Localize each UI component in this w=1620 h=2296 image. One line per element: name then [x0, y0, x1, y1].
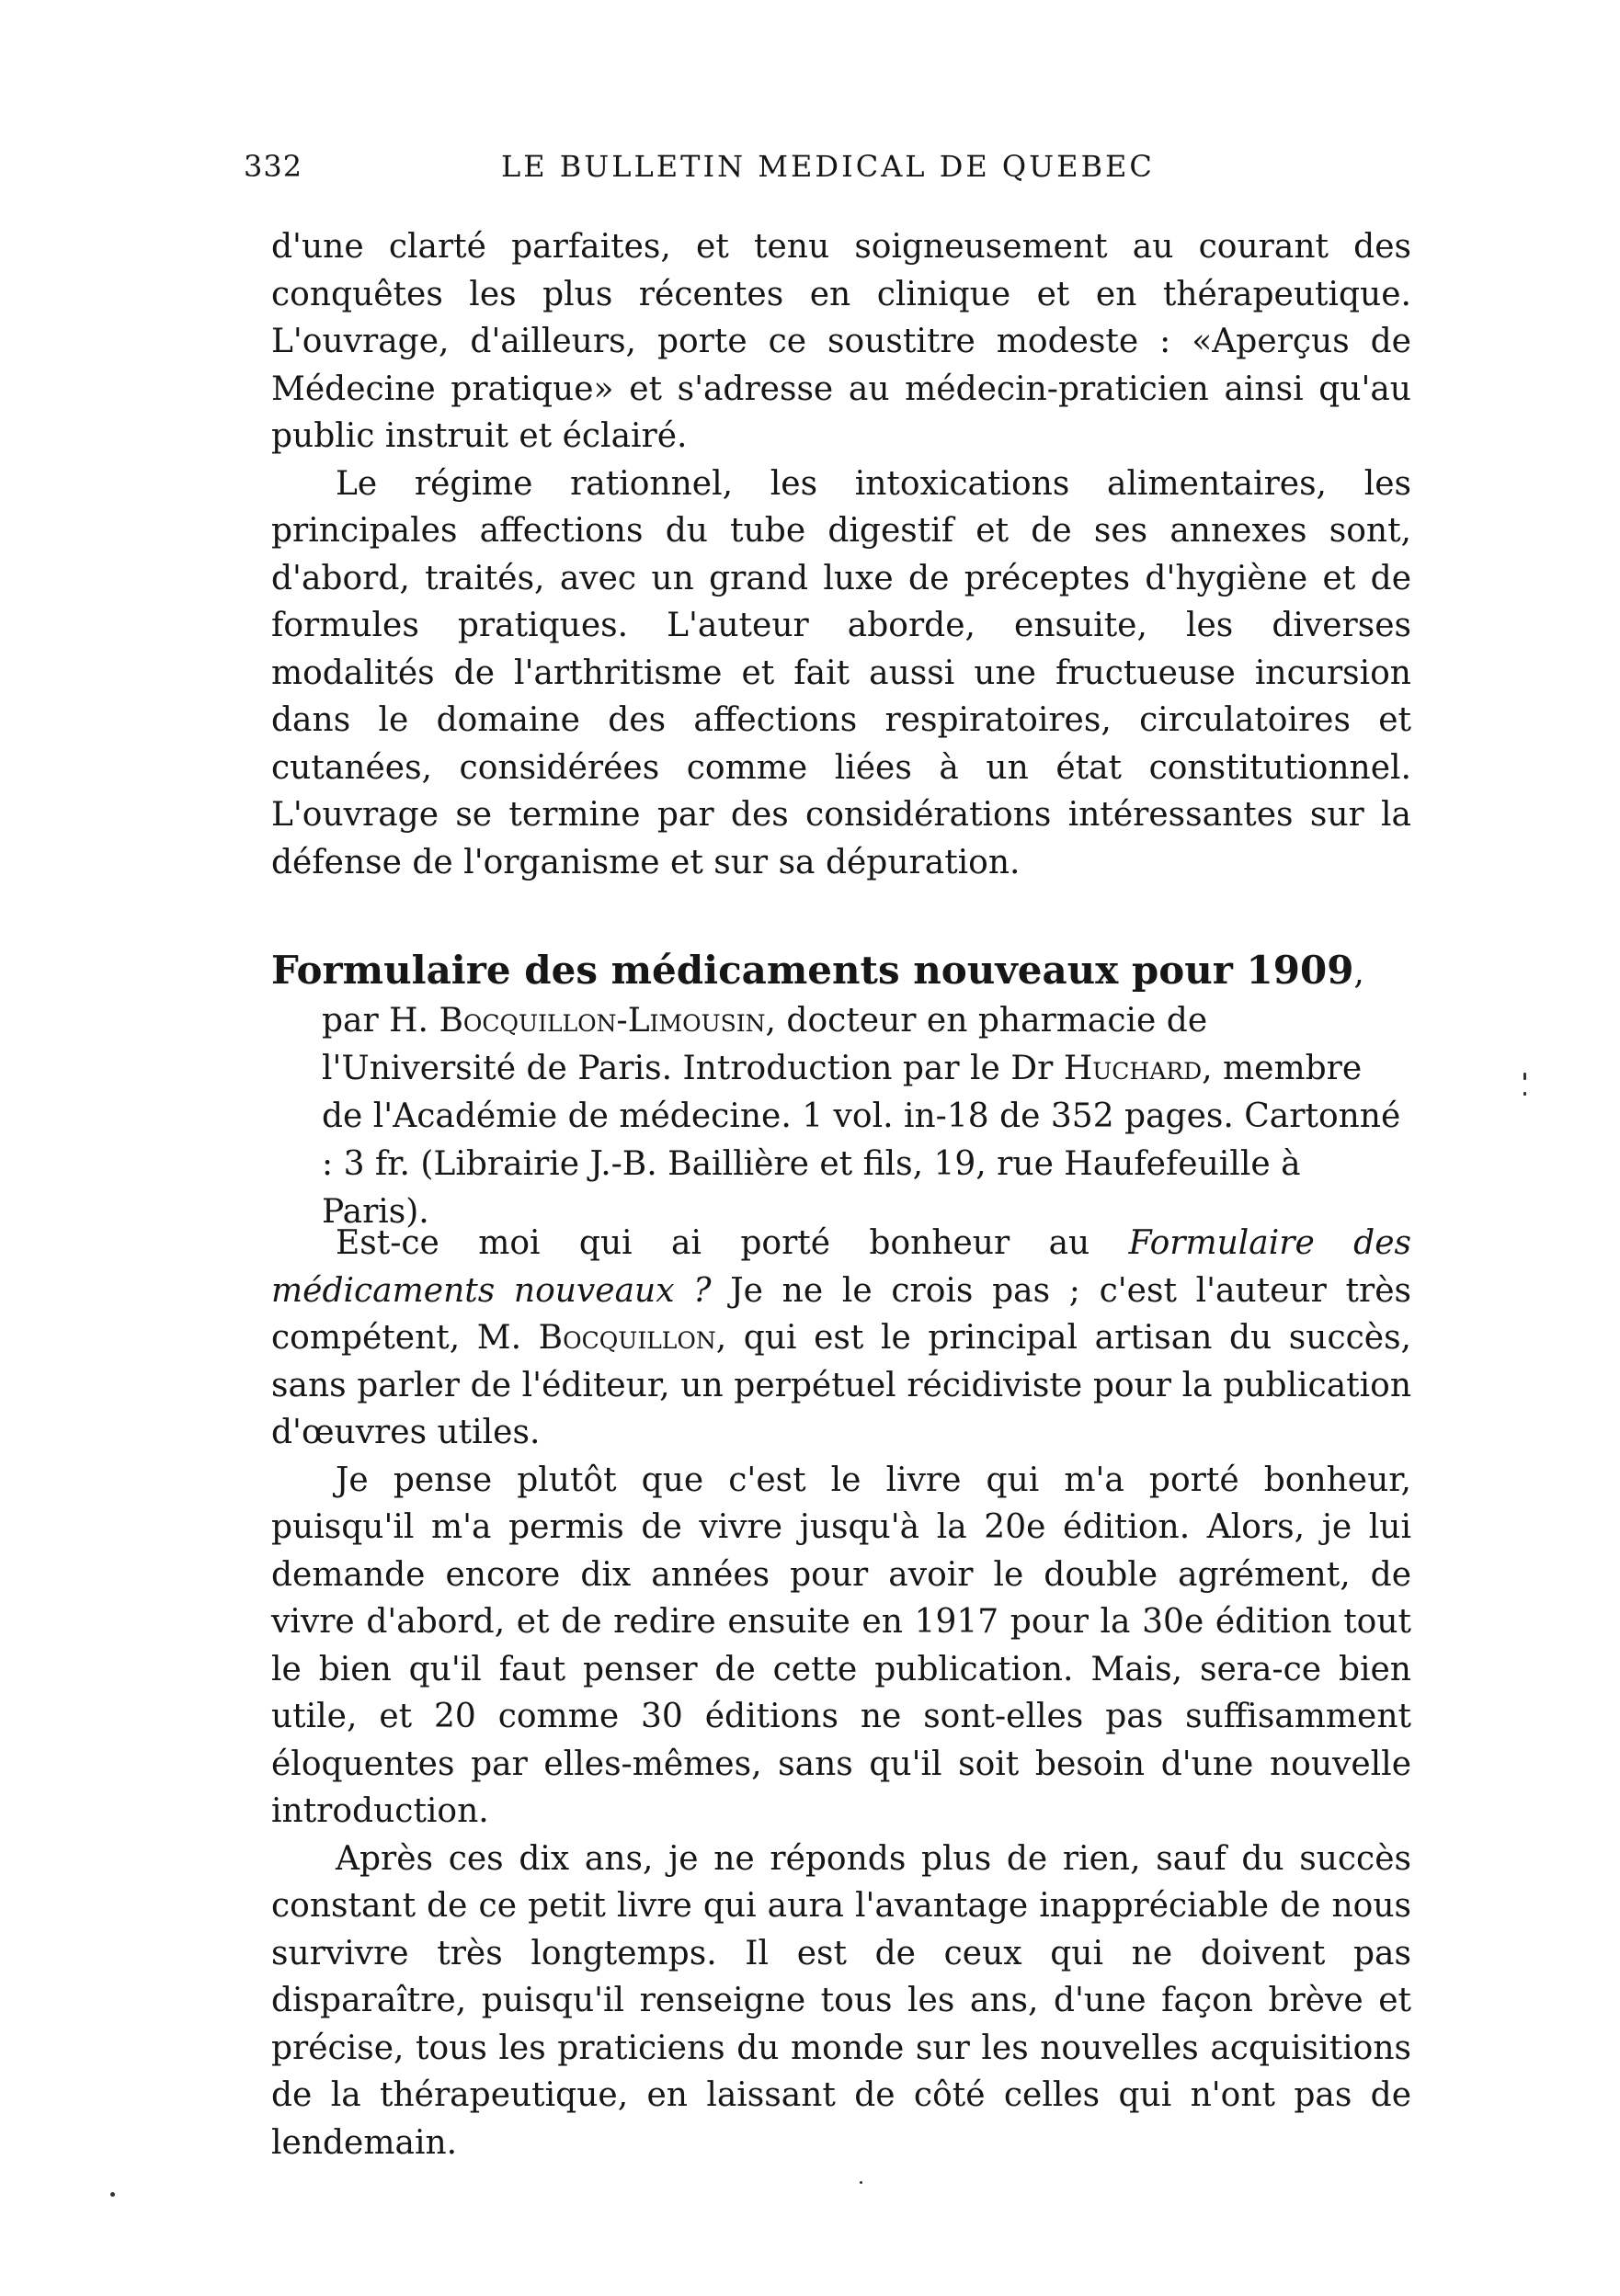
- cited-title: Formulaire des médicaments nouveaux ?: [271, 1224, 1411, 1310]
- review-body: [271, 1220, 1411, 2166]
- review-continuation: [271, 223, 1411, 886]
- print-speck: [1523, 1073, 1526, 1080]
- paragraph: Le régime rationnel, les intoxications alimentaires, les principales affections du tube digestif et de ses annexes sont, d'abord, traités, avec un grand luxe de préceptes d'hygiène et de formules pratiques. L'auteur aborde, ensuite, les diverses modalités de l'arthritisme et fait aussi une fructueuse incursion dans le domaine des affections respiratoires, circulatoires et cutanées, considérées comme liées à un état constitutionnel. L'ouvrage se termine par des considérations intéressantes sur la défense de l'organisme et sur sa dépuration.: [271, 464, 1411, 881]
- print-speck: [860, 2181, 862, 2184]
- paragraph: Après ces dix ans, je ne réponds plus de rien, sauf du succès constant de ce petit livre qui aura l'avantage inappréciable de nous survivre très longtemps. Il est de ceux qui ne doivent pas disparaître, puisqu'il renseigne tous les ans, d'une façon brève et précise, tous les praticiens du monde sur les nouvelles acquisitions de la thérapeutique, en laissant de côté celles qui n'ont pas de lendemain.: [271, 1839, 1411, 2162]
- paragraph: Je pense plutôt que c'est le livre qui m'a porté bonheur, puisqu'il m'a permis de vivre jusqu'à la 20e édition. Alors, je lui demande encore dix années pour avoir le double agrément, de vivre d'abord, et de redire ensuite en 1917 pour la 30e édition tout le bien qu'il faut penser de cette publication. Mais, sera-ce bien utile, et 20 comme 30 éditions ne sont-elles pas suffisamment éloquentes par elles-mêmes, sans qu'il soit besoin d'une nouvelle introduction.: [271, 1461, 1411, 1830]
- print-speck: [1523, 1092, 1526, 1096]
- introduction-author: Huchard: [1063, 1050, 1203, 1087]
- running-title: LE BULLETIN MEDICAL DE QUEBEC: [501, 149, 1155, 184]
- book-entry: [271, 947, 1411, 1236]
- paragraph: [271, 1220, 1411, 1457]
- paragraph-start: Est-ce moi qui ai porté bonheur au: [336, 1224, 1129, 1262]
- by-text: , par H.: [322, 954, 1364, 1040]
- page-number: 332: [244, 149, 303, 184]
- author-name: Bocquillon: [538, 1319, 716, 1357]
- publication-details: , membre de l'Académie de médecine. 1 vol. in-18 de 352 pages. Cartonné : 3 fr. (Librairie J.-B. Baillière et fils, 19, rue Haufefeuille à Paris).: [322, 1050, 1401, 1231]
- page-header: [244, 149, 1163, 195]
- paragraph: d'une clarté parfaites, et tenu soigneusement au courant des conquêtes les plus récentes en clinique et en thérapeutique. L'ouvrage, d'ailleurs, porte ce soustitre modeste : «Aperçus de Médecine pratique» et s'adresse au médecin-praticien ainsi qu'au public instruit et éclairé.: [271, 228, 1411, 455]
- print-speck: [110, 2192, 115, 2197]
- paragraph-end: , qui est le principal artisan du succès, sans parler de l'éditeur, un perpétuel récidiviste pour la publication d'œuvres utiles.: [271, 1319, 1411, 1451]
- book-title: Formulaire des médicaments nouveaux pour 1909: [271, 948, 1354, 993]
- book-citation: [271, 947, 1411, 1236]
- author-credentials: , docteur en pharmacie de l'Université de Paris. Introduction par le Dr: [322, 1002, 1208, 1087]
- book-author: Bocquillon-Limousin: [439, 1002, 766, 1040]
- paragraph-middle: Je ne le crois pas ; c'est l'auteur très compétent, M.: [271, 1271, 1411, 1357]
